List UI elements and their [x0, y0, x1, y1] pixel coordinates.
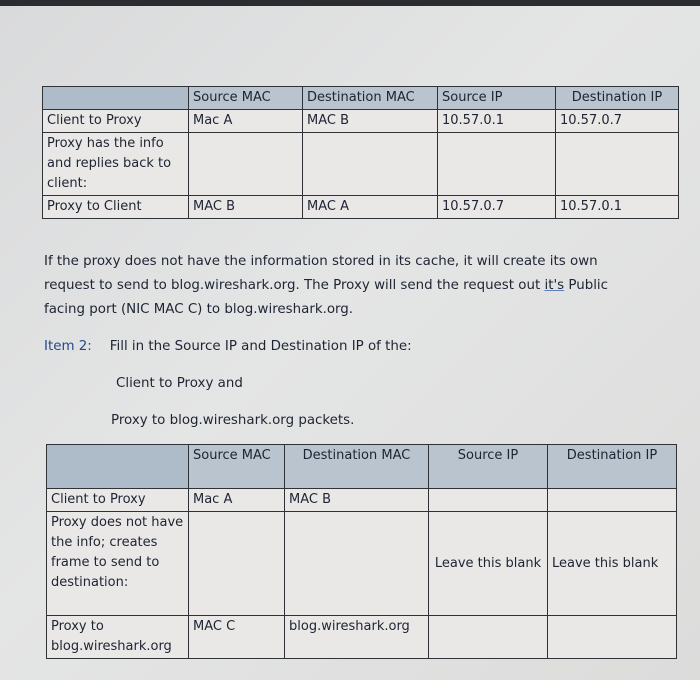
item-2-line-b: Proxy to blog.wireshark.org packets.	[111, 413, 355, 428]
row-label: Proxy to blog.wireshark.org	[47, 616, 189, 659]
table-row	[43, 196, 679, 219]
row-label: Proxy to Client	[43, 196, 189, 219]
cell-destination-mac	[285, 512, 429, 616]
cell-source-ip	[429, 616, 548, 659]
header-destination-ip: Destination IP	[548, 445, 677, 489]
header-source-mac: Source MAC	[189, 87, 303, 110]
paragraph-line-3: facing port (NIC MAC C) to blog.wireshark.org.	[44, 302, 354, 317]
frames-table-1	[42, 86, 679, 219]
paragraph-line-2-end: Public	[564, 278, 608, 293]
cell-source-ip: 10.57.0.7	[438, 196, 556, 219]
underlined-word: it's	[544, 278, 565, 293]
row-label: Client to Proxy	[43, 110, 189, 133]
cell-destination-ip	[548, 616, 677, 659]
cell-destination-ip: Leave this blank	[548, 512, 677, 616]
row-label: Proxy has the info and replies back to client:	[43, 133, 189, 196]
table-row	[43, 133, 679, 196]
cell-destination-ip: 10.57.0.7	[556, 110, 679, 133]
paragraph-line-2-text: request to send to blog.wireshark.org. The Proxy will send the request out	[44, 278, 545, 293]
cell-source-mac	[189, 512, 285, 616]
cell-destination-mac: MAC A	[303, 196, 438, 219]
cell-destination-ip: 10.57.0.1	[556, 196, 679, 219]
cell-destination-mac: MAC B	[303, 110, 438, 133]
header-source-ip: Source IP	[429, 445, 548, 489]
table-row	[47, 489, 677, 512]
table-row	[47, 616, 677, 659]
row-label: Client to Proxy	[47, 489, 189, 512]
cell-destination-ip	[556, 133, 679, 196]
cell-destination-mac: blog.wireshark.org	[285, 616, 429, 659]
header-source-mac: Source MAC	[189, 445, 285, 489]
cell-destination-mac: MAC B	[285, 489, 429, 512]
paragraph-line-1: If the proxy does not have the information stored in its cache, it will create its own	[44, 254, 598, 269]
table-row	[47, 512, 677, 616]
cell-source-ip: 10.57.0.1	[438, 110, 556, 133]
cell-source-ip	[438, 133, 556, 196]
header-cell	[47, 445, 189, 489]
row-label: Proxy does not have the info; creates frame to send to destination:	[47, 512, 189, 616]
table-header-row	[47, 445, 677, 489]
cell-source-mac: Mac A	[189, 489, 285, 512]
paragraph-line-2	[44, 274, 608, 298]
cell-source-ip: Leave this blank	[429, 512, 548, 616]
frames-table-2	[46, 444, 677, 659]
item-2-label: Item 2:	[44, 339, 92, 354]
cell-source-mac: Mac A	[189, 110, 303, 133]
table-row	[43, 110, 679, 133]
cell-source-mac: MAC C	[189, 616, 285, 659]
header-source-ip: Source IP	[438, 87, 556, 110]
top-edge-bar	[0, 0, 700, 6]
item-2-text: Fill in the Source IP and Destination IP of the:	[109, 339, 412, 354]
cell-destination-mac	[303, 133, 438, 196]
table-header-row	[43, 87, 679, 110]
cell-destination-ip	[548, 489, 677, 512]
item-2-line-a: Client to Proxy and	[116, 376, 243, 391]
header-destination-ip: Destination IP	[556, 87, 679, 110]
cell-source-mac: MAC B	[189, 196, 303, 219]
item-2-line	[44, 335, 412, 359]
cell-source-mac	[189, 133, 303, 196]
header-cell	[43, 87, 189, 110]
header-destination-mac: Destination MAC	[285, 445, 429, 489]
header-destination-mac: Destination MAC	[303, 87, 438, 110]
cell-source-ip	[429, 489, 548, 512]
